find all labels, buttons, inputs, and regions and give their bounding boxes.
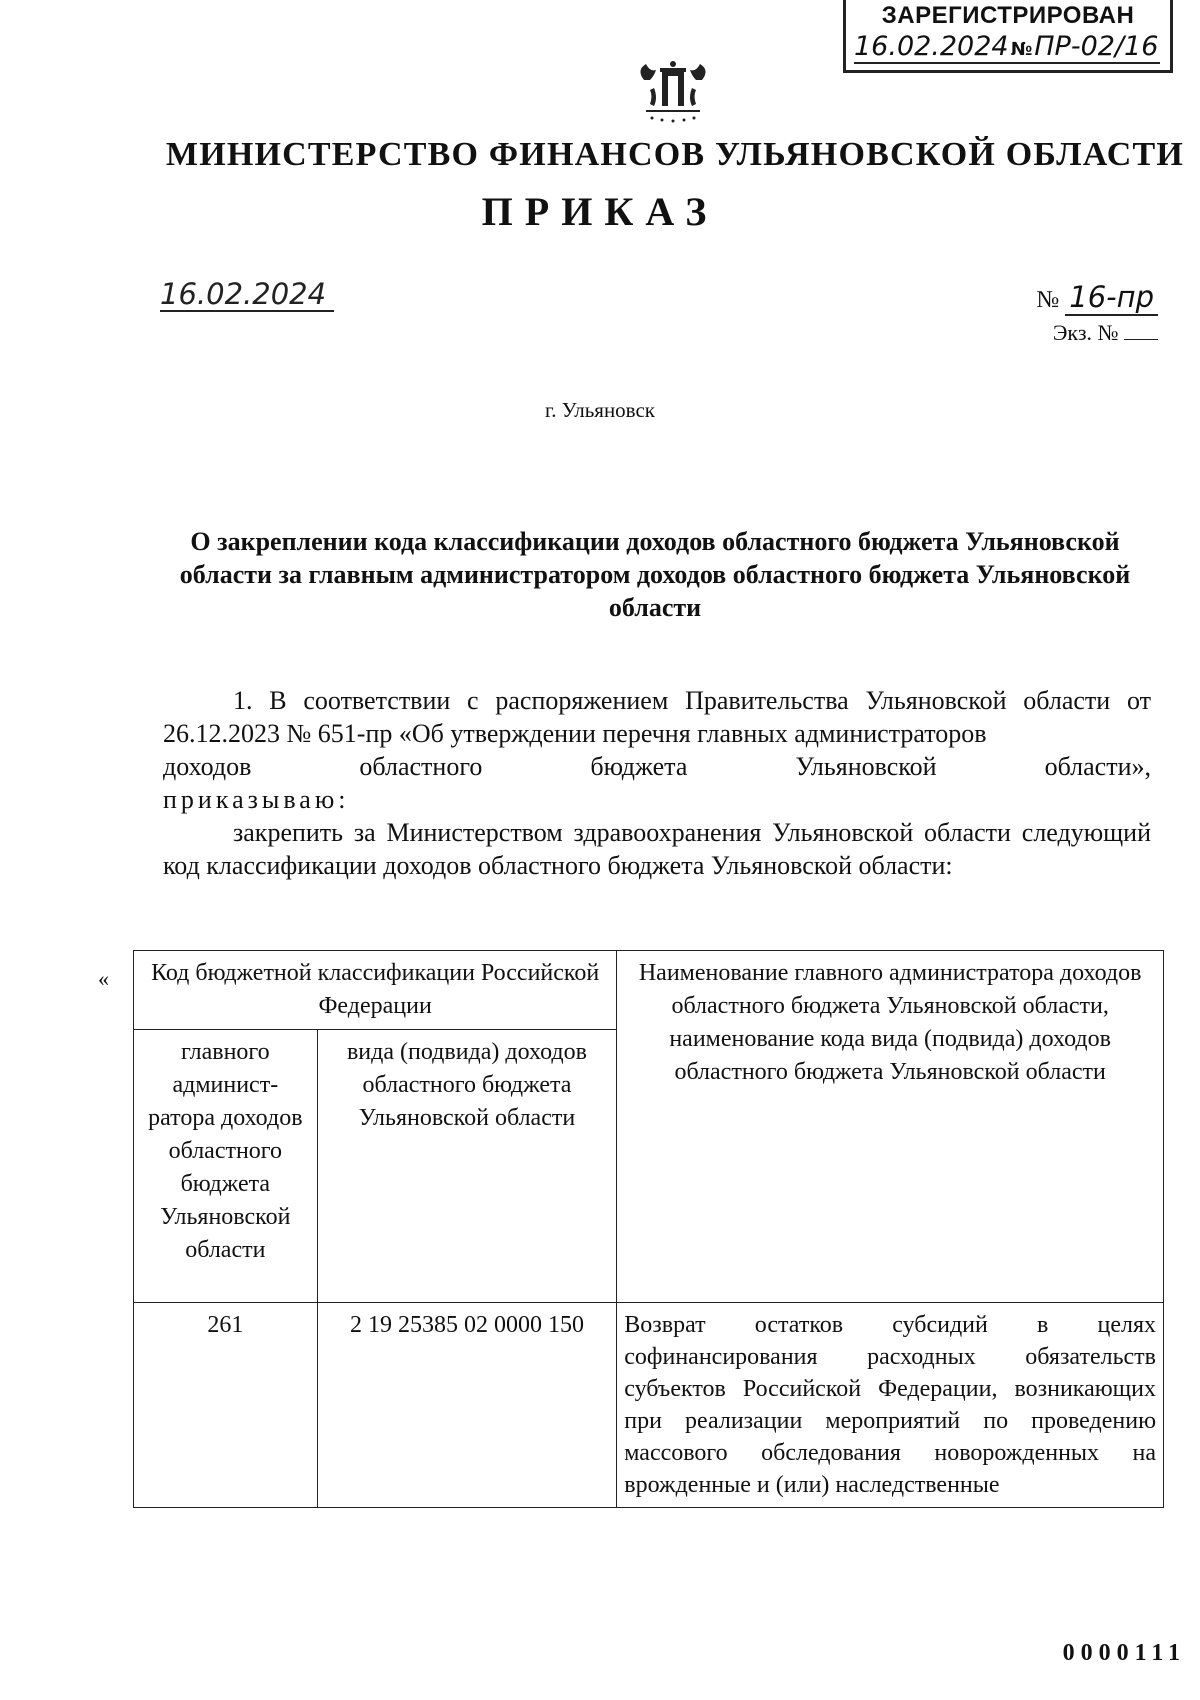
order-date: 16.02.2024 bbox=[160, 278, 334, 312]
number-sign: № bbox=[1036, 287, 1060, 313]
coat-of-arms-icon bbox=[632, 58, 714, 124]
ministry-name: МИНИСТЕРСТВО ФИНАНСОВ УЛЬЯНОВСКОЙ ОБЛАСТИ bbox=[165, 136, 1185, 173]
stamp-registration-line bbox=[854, 32, 1160, 64]
copy-number-blank bbox=[1124, 321, 1158, 340]
copy-number-line bbox=[1036, 320, 1158, 346]
paragraph-1: 1. В соответствии с распоряжением Правительства Ульяновской области от 26.12.2023 № 651-пр «Об утверждении перечня главных администраторов bbox=[163, 686, 1151, 748]
document-type: ПРИКАЗ bbox=[481, 189, 719, 234]
stamp-date: 16.02.2024 bbox=[854, 31, 1009, 62]
stamp-number-sign: № bbox=[1010, 39, 1033, 60]
header-administrator-code: главного админист-ратора доходов областного бюджета Ульяновской области bbox=[134, 1030, 318, 1303]
order-word: приказываю: bbox=[163, 785, 350, 814]
header-budget-code-group: Код бюджетной классификации Российской Федерации bbox=[134, 951, 617, 1030]
form-serial-number: 0000111 bbox=[1062, 1640, 1186, 1666]
stamp-number: ПР-02/16 bbox=[1034, 31, 1159, 62]
order-number-block bbox=[1036, 280, 1158, 346]
open-quote: « bbox=[98, 966, 109, 991]
header-income-kind-code: вида (подвида) доходов областного бюджета Ульяновской области bbox=[317, 1030, 617, 1303]
header-administrator-name: Наименование главного администратора доходов областного бюджета Ульяновской области, наименование кода вида (подвида) доходов областного бюджета Ульяновской области bbox=[617, 951, 1164, 1303]
paragraph-1-last-line: доходов областного бюджета Ульяновской области», bbox=[163, 752, 1151, 781]
table-row bbox=[134, 1303, 1164, 1508]
order-number-line bbox=[1036, 280, 1158, 314]
copy-label: Экз. № bbox=[1052, 320, 1119, 345]
city: г. Ульяновск bbox=[544, 398, 655, 422]
order-title: О закреплении кода классификации доходов областного бюджета Ульяновской области за главным администратором доходов областного бюджета Ульяновской области bbox=[179, 527, 1131, 622]
budget-code-table bbox=[133, 950, 1164, 1508]
order-body bbox=[163, 684, 1151, 882]
table-header-row-1 bbox=[134, 951, 1164, 1030]
cell-income-code: 2 19 25385 02 0000 150 bbox=[317, 1303, 617, 1508]
cell-admin-code: 261 bbox=[134, 1303, 318, 1508]
registration-stamp bbox=[843, 0, 1173, 73]
paragraph-2: закрепить за Министерством здравоохранения Ульяновской области следующий код классификации доходов областного бюджета Ульяновской области: bbox=[163, 818, 1151, 880]
stamp-title: ЗАРЕГИСТРИРОВАН bbox=[881, 2, 1135, 29]
order-number: 16-пр bbox=[1065, 280, 1158, 316]
cell-description: Возврат остатков субсидий в целях софинансирования расходных обязательств субъектов Российской Федерации, возникающих при реализации мероприятий по проведению массового обследования новорожденных на врожденные и (или) наследственные bbox=[617, 1303, 1164, 1508]
